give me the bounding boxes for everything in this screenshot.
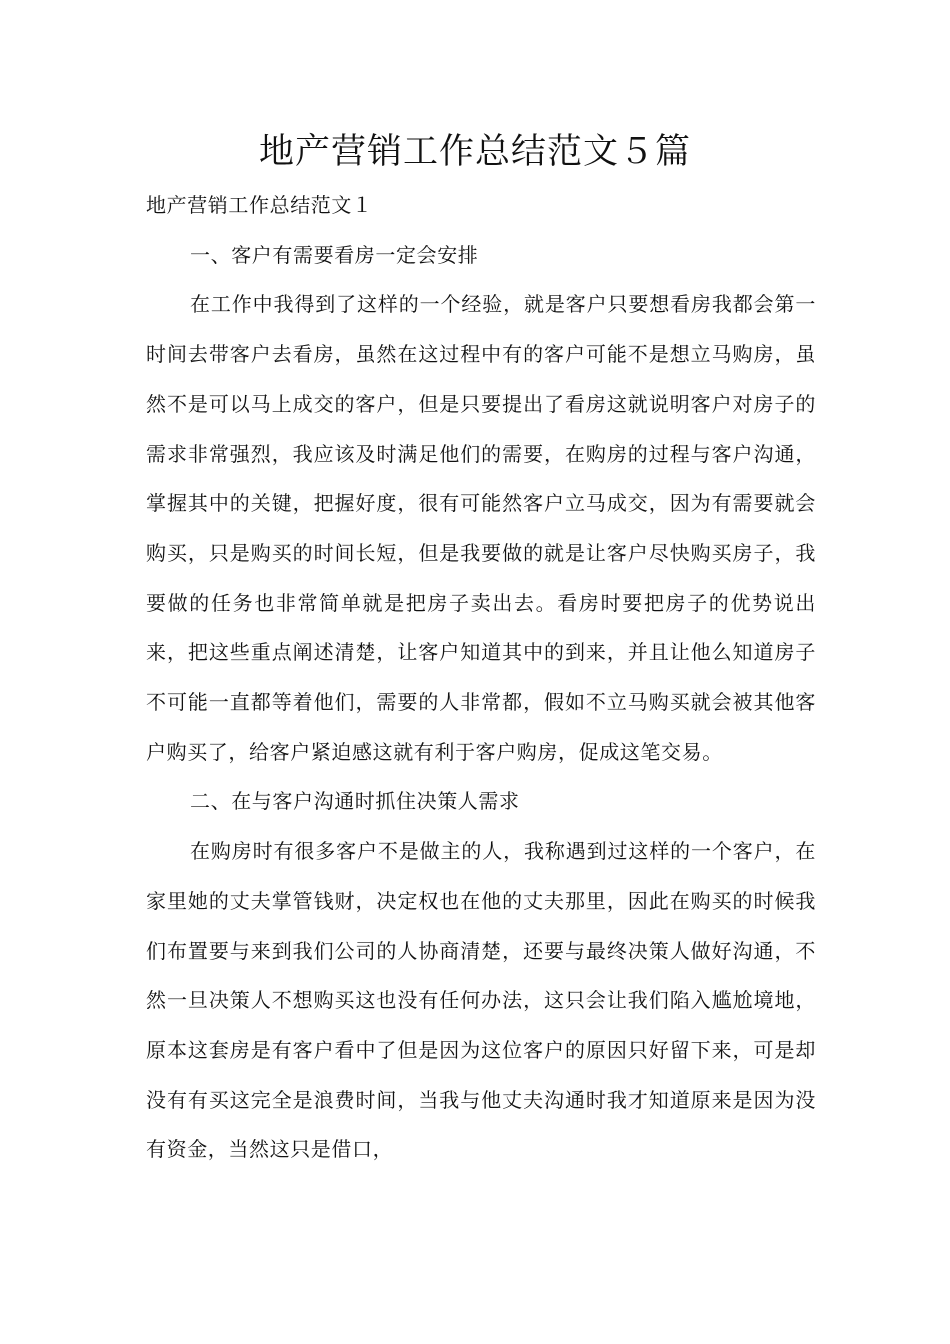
section-heading-1: 一、客户有需要看房一定会安排 xyxy=(190,242,479,267)
document-subtitle: 地产营销工作总结范文１ xyxy=(146,193,373,217)
section-paragraph-2: 在购房时有很多客户不是做主的人，我称遇到过这样的一个客户，在家里她的丈夫掌管钱财，决定权也在他的丈夫那里，因此在购买的时候我们布置要与来到我们公司的人协商清楚，还要与最终决策人做好沟通，不然一旦决策人不想购买这也没有任何办法，这只会让我们陷入尴尬境地，原本这套房是有客户看中了但是因为这位客户的原因只好留下来，可是却没有有买这完全是浪费时间，当我与他丈夫沟通时我才知道原来是因为没有资金，当然这只是借口， xyxy=(146,839,816,1162)
section-heading-2: 二、在与客户沟通时抓住决策人需求 xyxy=(190,789,520,814)
section-paragraph-1: 在工作中我得到了这样的一个经验，就是客户只要想看房我都会第一时间去带客户去看房，虽然在这过程中有的客户可能不是想立马购房，虽然不是可以马上成交的客户，但是只要提出了看房这就说明客户对房子的需求非常强烈，我应该及时满足他们的需要，在购房的过程与客户沟通，掌握其中的关键，把握好度，很有可能然客户立马成交，因为有需要就会购买，只是购买的时间长短，但是我要做的就是让客户尽快购买房子，我要做的任务也非常简单就是把房子卖出去。看房时要把房子的优势说出来，把这些重点阐述清楚，让客户知道其中的到来，并且让他么知道房子不可能一直都等着他们，需要的人非常都，假如不立马购买就会被其他客户购买了，给客户紧迫感这就有利于客户购房，促成这笔交易。 xyxy=(146,292,816,764)
document-title: 地产营销工作总结范文５篇 xyxy=(258,132,691,172)
document-body xyxy=(146,181,816,1175)
